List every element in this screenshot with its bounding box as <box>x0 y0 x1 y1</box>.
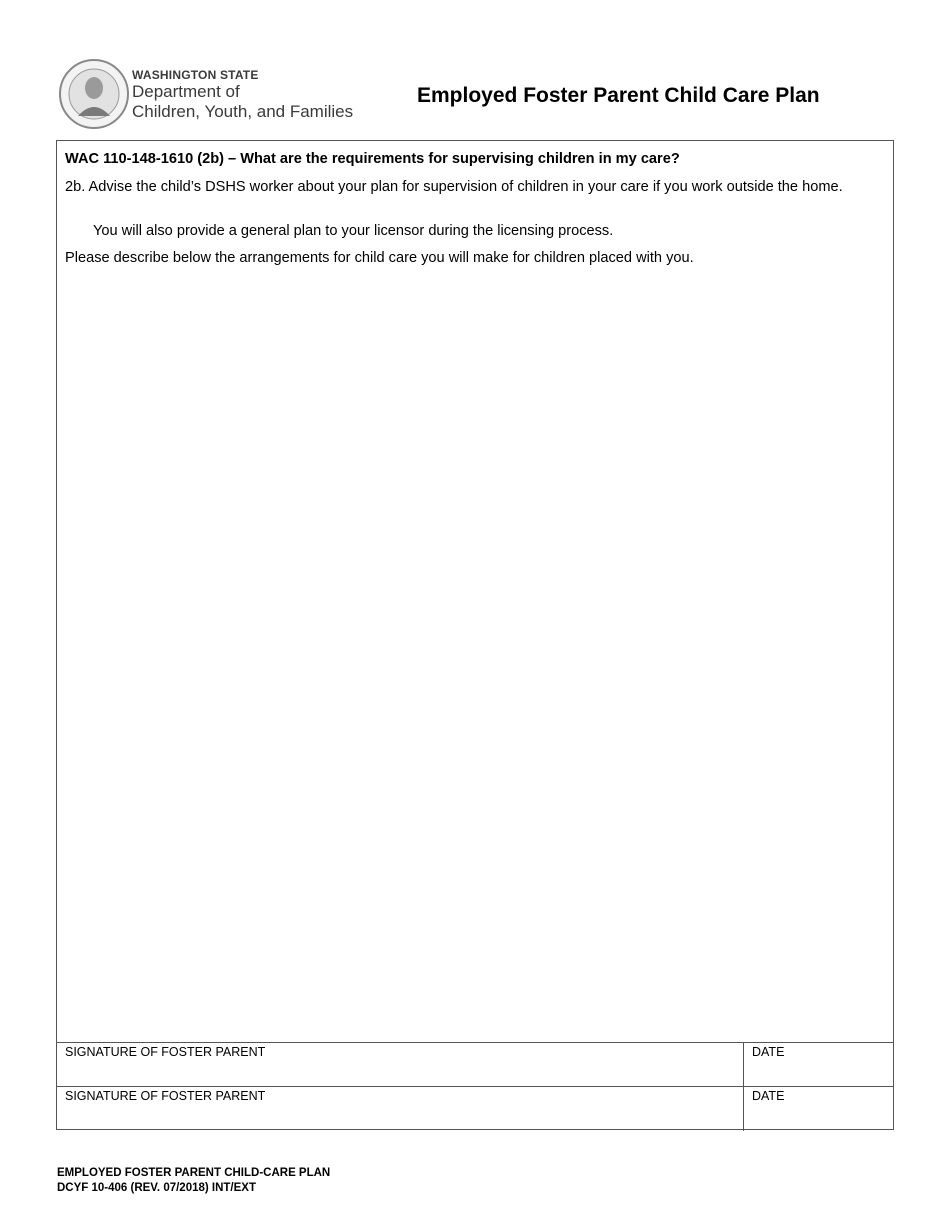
signature-row <box>57 1086 893 1131</box>
agency-name-line1: Department of <box>132 82 240 101</box>
signature-field[interactable] <box>57 1087 743 1131</box>
agency-name-line2: Children, Youth, and Families <box>132 102 354 121</box>
signature-field[interactable] <box>57 1043 743 1087</box>
agency-state: WASHINGTON STATE <box>132 68 259 82</box>
date-field[interactable] <box>743 1043 894 1087</box>
paragraph-describe: Please describe below the arrangements for child care you will make for children placed with you. <box>65 250 694 266</box>
state-seal-icon <box>58 58 130 130</box>
wac-heading: WAC 110-148-1610 (2b) – What are the requirements for supervising children in my care? <box>65 151 680 167</box>
form-title: Employed Foster Parent Child Care Plan <box>417 84 820 107</box>
signature-label: SIGNATURE OF FOSTER PARENT <box>65 1045 266 1059</box>
date-label: DATE <box>752 1045 785 1059</box>
signature-label: SIGNATURE OF FOSTER PARENT <box>65 1089 266 1103</box>
child-care-plan-area[interactable] <box>57 276 893 1041</box>
signature-row <box>57 1042 893 1087</box>
form-footer <box>57 1166 330 1196</box>
date-label: DATE <box>752 1089 785 1103</box>
footer-form-number: DCYF 10-406 (REV. 07/2018) INT/EXT <box>57 1182 256 1194</box>
agency-logo <box>58 58 358 132</box>
date-field[interactable] <box>743 1087 894 1131</box>
footer-form-name: EMPLOYED FOSTER PARENT CHILD-CARE PLAN <box>57 1167 331 1179</box>
form-body <box>56 140 894 1130</box>
paragraph-licensor: You will also provide a general plan to your licensor during the licensing process. <box>93 223 614 239</box>
paragraph-2b: 2b. Advise the child’s DSHS worker about your plan for supervision of children in your care if you work outside the home. <box>65 179 843 195</box>
